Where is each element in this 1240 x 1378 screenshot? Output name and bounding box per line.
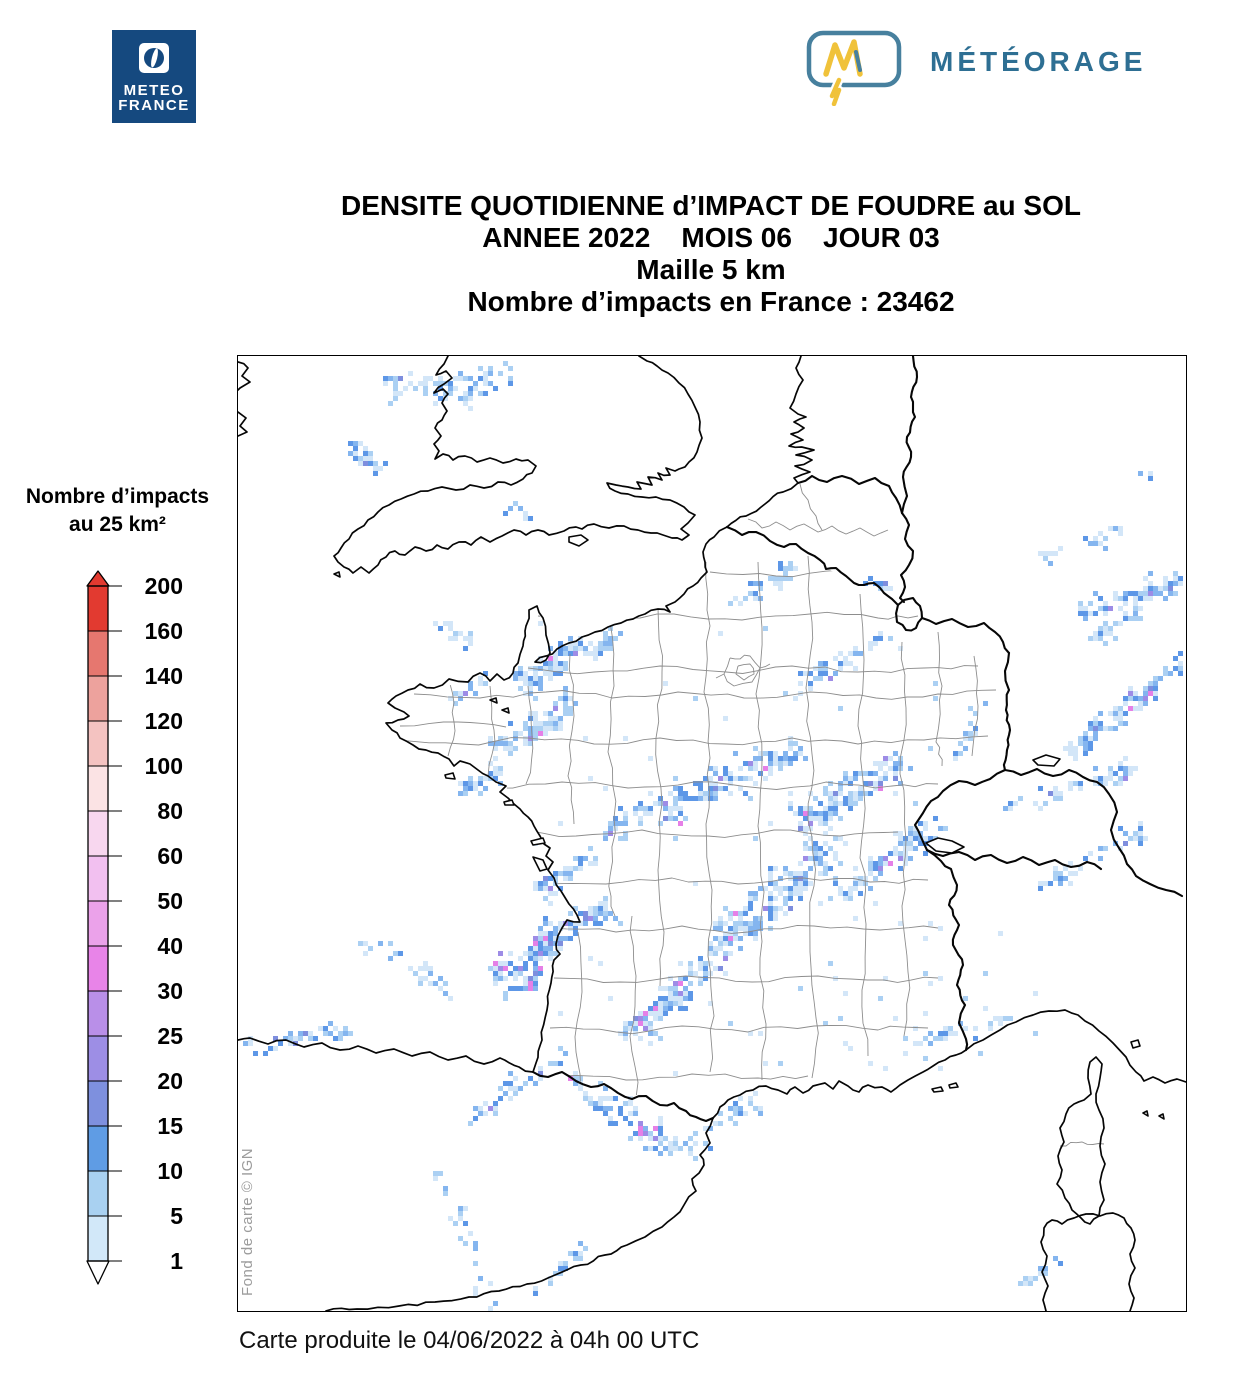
legend-tick-label: 140 — [144, 663, 183, 689]
legend-segment — [88, 1036, 108, 1081]
legend-segment — [88, 991, 108, 1036]
legend-tick-label: 120 — [144, 708, 183, 734]
production-caption: Carte produite le 04/06/2022 à 04h 00 UTC — [239, 1327, 700, 1354]
title-line-1: DENSITE QUOTIDIENNE d’IMPACT DE FOUDRE au SOL — [341, 190, 1081, 221]
legend-title-line2: au 25 km² — [69, 513, 166, 536]
legend-tick-label: 200 — [144, 573, 183, 599]
legend-segment — [88, 1126, 108, 1171]
legend-segment — [88, 856, 108, 901]
legend-tick-label: 30 — [157, 978, 183, 1004]
france-lightning-density-map — [237, 355, 1187, 1312]
legend-segment — [88, 1216, 108, 1261]
legend-segment — [88, 901, 108, 946]
legend-tick-label: 80 — [157, 798, 183, 824]
legend-tick-label: 160 — [144, 618, 183, 644]
legend-tick-label: 40 — [157, 933, 183, 959]
legend-segment — [88, 721, 108, 766]
map-attribution: Fond de carte © IGN — [239, 1147, 256, 1296]
legend-segment — [88, 676, 108, 721]
legend-segment — [88, 1081, 108, 1126]
title-line-4: Nombre d’impacts en France : 23462 — [467, 286, 955, 317]
department-boundaries — [396, 556, 996, 1098]
meteorage-logo — [806, 30, 1146, 106]
legend-segment — [88, 946, 108, 991]
meteorage-wordmark: MÉTÉORAGE — [930, 46, 1147, 77]
legend-tick-label: 15 — [157, 1113, 183, 1139]
legend-segment — [88, 766, 108, 811]
legend-tick-label: 50 — [157, 888, 183, 914]
mf-logo-line1: METEO — [123, 82, 185, 99]
legend-title-line1: Nombre d’impacts — [25, 485, 210, 508]
legend-tick-label: 60 — [157, 843, 183, 869]
meteorage-lightning-icon — [806, 30, 904, 106]
legend-segment — [88, 1171, 108, 1216]
legend-arrow-top — [87, 571, 109, 586]
legend-title — [10, 483, 225, 539]
legend-segment — [88, 631, 108, 676]
coastlines — [238, 356, 1186, 1311]
legend-segment — [88, 586, 108, 631]
legend-tick-label: 100 — [144, 753, 183, 779]
legend-tick-label: 25 — [157, 1023, 183, 1049]
mf-logo-line2: FRANCE — [118, 97, 190, 114]
legend-tick-label: 1 — [170, 1248, 183, 1274]
legend-tick-label: 20 — [157, 1068, 183, 1094]
map-title-block — [237, 190, 1185, 318]
title-line-2: ANNEE 2022 MOIS 06 JOUR 03 — [482, 222, 940, 253]
legend-segment — [88, 811, 108, 856]
legend-colorbar — [75, 565, 205, 1305]
legend-tick-label: 5 — [170, 1203, 183, 1229]
meteo-france-logo — [112, 30, 196, 123]
legend-arrow-bottom — [87, 1261, 109, 1284]
title-line-3: Maille 5 km — [636, 254, 786, 285]
meteo-france-icon — [139, 43, 169, 73]
legend-tick-label: 10 — [157, 1158, 183, 1184]
